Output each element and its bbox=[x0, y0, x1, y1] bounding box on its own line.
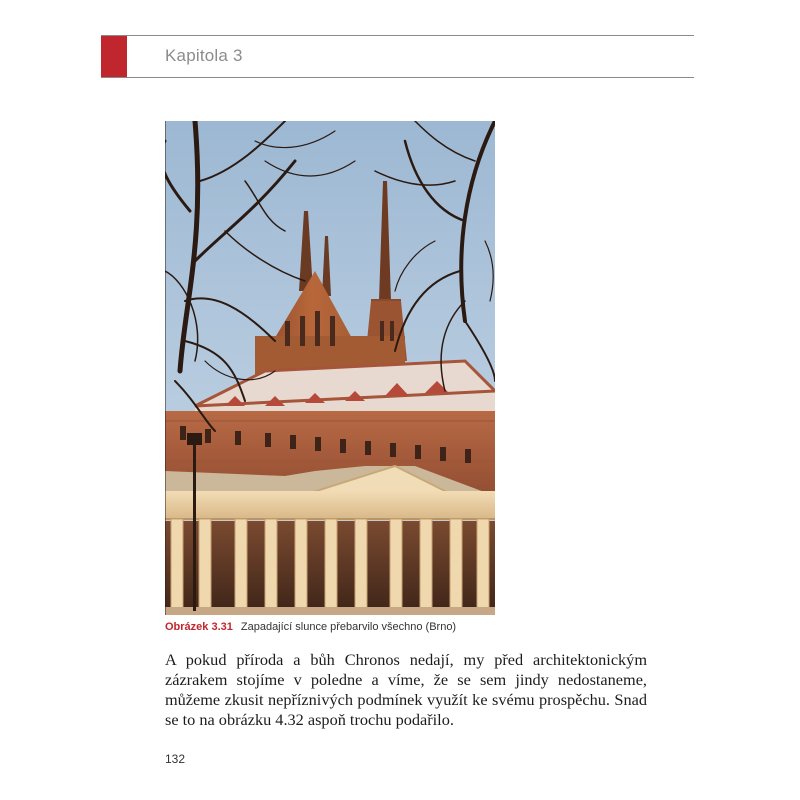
header-rule-bottom bbox=[101, 77, 694, 78]
figure-caption bbox=[165, 621, 456, 633]
chapter-color-tab bbox=[101, 36, 127, 77]
chapter-title: Kapitola 3 bbox=[165, 46, 243, 65]
page-number: 132 bbox=[165, 752, 186, 766]
figure-caption-text: Zapadající slunce přebarvilo všechno (Brno) bbox=[240, 621, 457, 633]
figure-photo-cathedral bbox=[165, 121, 495, 615]
body-paragraph: A pokud příroda a bůh Chronos nedají, my před architektonickým zázrakem stojíme v poledne a víme, že se sem jindy nedostaneme, můžeme zkusit nepříznivých podmínek využít ke svému prospěchu. Snad se to na obrázku 4.32 aspoň trochu podařilo. bbox=[165, 650, 647, 729]
header-rule-top bbox=[101, 35, 694, 36]
figure-number: Obrázek 3.31 bbox=[165, 621, 233, 633]
